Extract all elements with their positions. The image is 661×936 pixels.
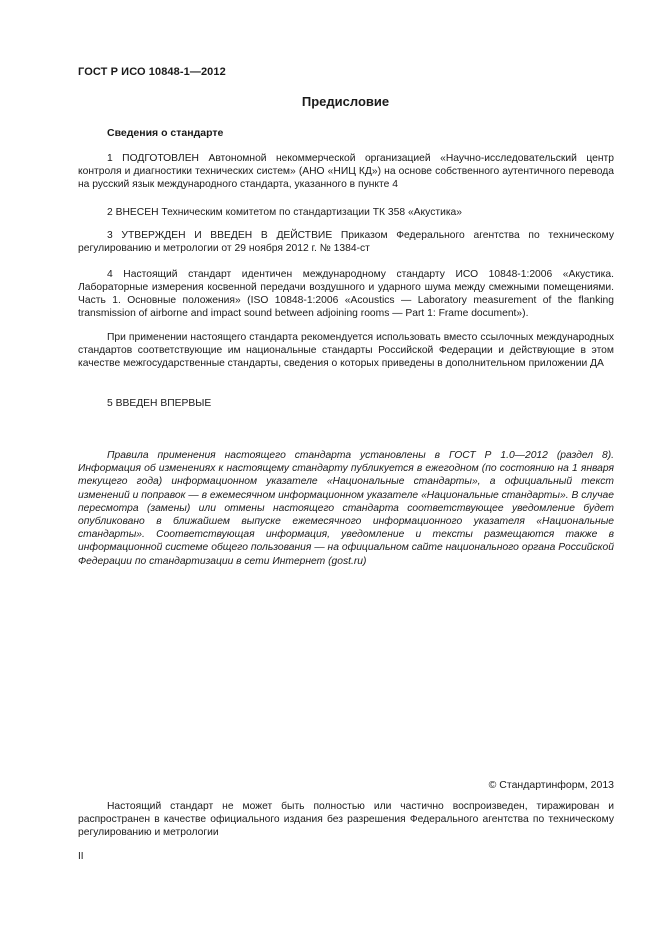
document-code: ГОСТ Р ИСО 10848-1—2012 [78,66,226,78]
paragraph-first-introduced: 5 ВВЕДЕН ВПЕРВЫЕ [107,398,212,409]
paragraph-submitted-by: 2 ВНЕСЕН Техническим комитетом по стандартизации ТК 358 «Акустика» [107,207,463,218]
copyright-notice: © Стандартинформ, 2013 [488,779,614,791]
paragraph-usage-recommendation: При применении настоящего стандарта рекомендуется использовать вместо ссылочных международных стандартов соответствующие им национальные стандарты Российской Федерации и действующие в этом качестве межгосударственные стандарты, сведения о которых приведены в дополнительном приложении ДА [78,332,614,369]
section-subtitle: Сведения о стандарте [107,127,224,139]
paragraph-prepared-by: 1 ПОДГОТОВЛЕН Автономной некоммерческой организацией «Научно-исследовательский центр контроля и диагностики технических систем» (АНО «НИЦ КД») на основе собственного аутентичного перевода на русский язык международного стандарта, указанного в пункте 4 [78,153,614,190]
italic-notice: Правила применения настоящего стандарта установлены в ГОСТ Р 1.0—2012 (раздел 8). Информация об изменениях к настоящему стандарту публикуется в ежегодном (по состоянию на 1 января текущего года) информационном указателе «Национальные стандарты», а официальный текст изменений и поправок — в ежемесячном информационном указателе «Национальные стандарты». В случае пересмотра (замены) или отмены настоящего стандарта соответствующее уведомление будет опубликовано в ближайшем выпуске ежемесячного информационного указателя «Национальные стандарты». Соответствующая информация, уведомление и тексты размещаются также в информационной системе общего пользования — на официальном сайте национального органа Российской Федерации по стандартизации в сети Интернет (gost.ru) [78,450,614,567]
page-title: Предисловие [301,94,390,109]
reproduction-notice: Настоящий стандарт не может быть полностью или частично воспроизведен, тиражирован и распространен в качестве официального издания без разрешения Федерального агентства по техническому регулированию и метрологии [78,801,614,838]
paragraph-approved: 3 УТВЕРЖДЕН И ВВЕДЕН В ДЕЙСТВИЕ Приказом Федерального агентства по техническому регулированию и метрологии от 29 ноября 2012 г. № 1384-ст [78,230,614,254]
page-number: II [78,851,84,862]
paragraph-identical-standard: 4 Настоящий стандарт идентичен международному стандарту ИСО 10848-1:2006 «Акустика. Лабораторные измерения косвенной передачи воздушного и ударного шума между смежными помещениями. Часть 1. Основные положения» (ISO 10848-1:2006 «Acoustics — Laboratory measurement of the flanking transmission of airborne and impact sound between adjoining rooms — Part 1: Frame document»). [78,269,614,319]
